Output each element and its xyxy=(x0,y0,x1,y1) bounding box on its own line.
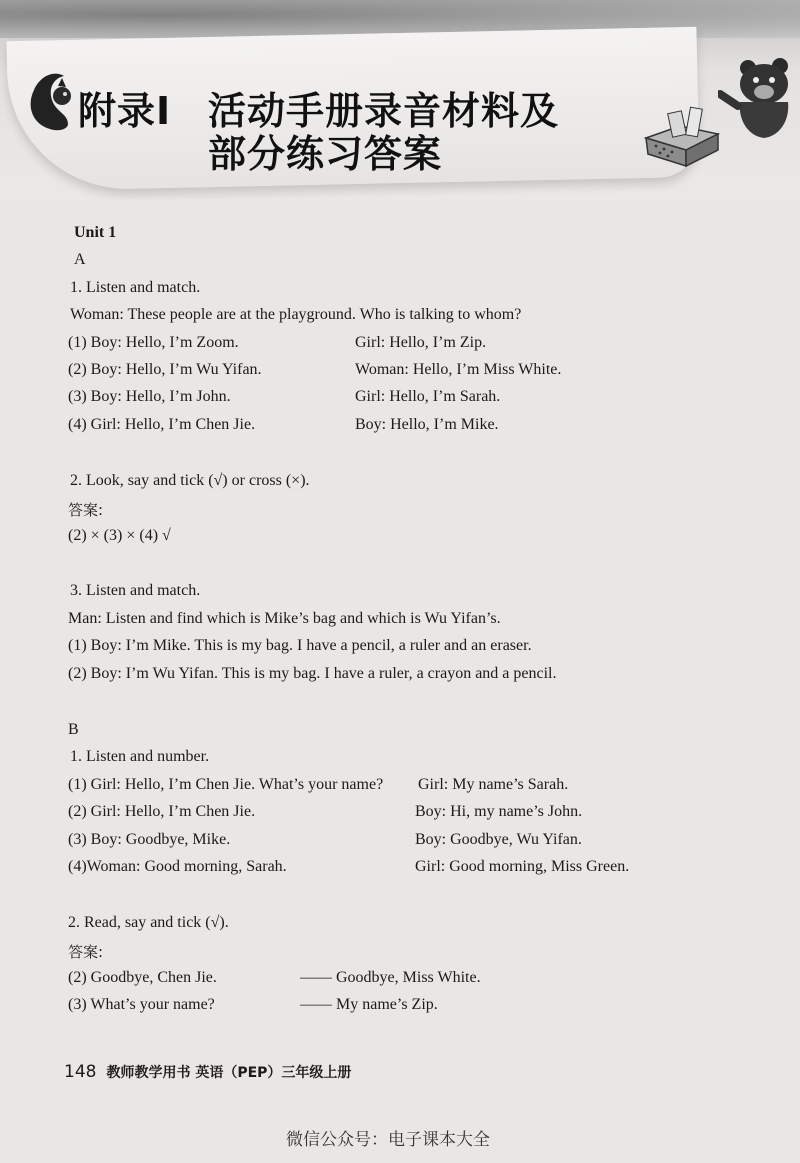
a-ex1-heading: 1. Listen and match. xyxy=(70,279,201,296)
a-ex2-heading: 2. Look, say and tick (√) or cross (×). xyxy=(70,472,310,489)
a-ex2-answer-label: 答案: xyxy=(68,501,104,519)
stationery-box-icon xyxy=(640,100,730,170)
a-ex1-row-left: (2) Boy: Hello, I’m Wu Yifan. xyxy=(68,361,262,378)
b-ex1-row-left: (4)Woman: Good morning, Sarah. xyxy=(68,858,287,875)
b-ex1-row-right: Girl: Good morning, Miss Green. xyxy=(415,858,630,875)
a-ex2-answer: (2) × (3) × (4) √ xyxy=(68,527,171,544)
a-ex1-row-right: Woman: Hello, I’m Miss White. xyxy=(355,361,562,378)
b-ex2-heading: 2. Read, say and tick (√). xyxy=(68,914,229,931)
unit-heading: Unit 1 xyxy=(74,224,117,241)
title-line-2: 部分练习答案 xyxy=(208,132,443,176)
bear-mascot-icon xyxy=(718,50,798,140)
b-ex1-heading: 1. Listen and number. xyxy=(70,748,210,765)
a-ex3-line: (1) Boy: I’m Mike. This is my bag. I have a pencil, a ruler and an eraser. xyxy=(68,637,532,654)
appendix-label: 附录Ⅰ xyxy=(78,89,172,133)
b-ex2-row-right: —— My name’s Zip. xyxy=(300,996,438,1013)
squirrel-icon xyxy=(24,62,76,132)
a-ex3-heading: 3. Listen and match. xyxy=(70,582,201,599)
b-ex2-row-left: (2) Goodbye, Chen Jie. xyxy=(68,969,217,986)
a-ex3-intro: Man: Listen and find which is Mike’s bag and which is Wu Yifan’s. xyxy=(68,610,501,627)
a-ex1-row-right: Girl: Hello, I’m Sarah. xyxy=(355,388,501,405)
a-ex3-line: (2) Boy: I’m Wu Yifan. This is my bag. I have a ruler, a crayon and a pencil. xyxy=(68,665,557,682)
a-ex1-row-left: (3) Boy: Hello, I’m John. xyxy=(68,388,231,405)
b-ex1-row-left: (1) Girl: Hello, I’m Chen Jie. What’s your name? xyxy=(68,776,384,793)
b-ex1-row-left: (3) Boy: Goodbye, Mike. xyxy=(68,831,231,848)
b-ex2-row-left: (3) What’s your name? xyxy=(68,996,215,1013)
a-ex1-row-left: (4) Girl: Hello, I’m Chen Jie. xyxy=(68,416,256,433)
b-ex2-row-right: —— Goodbye, Miss White. xyxy=(300,969,481,986)
b-ex1-row-left: (2) Girl: Hello, I’m Chen Jie. xyxy=(68,803,256,820)
b-ex1-row-right: Girl: My name’s Sarah. xyxy=(418,776,569,793)
title-line-1: 活动手册录音材料及 xyxy=(208,89,560,133)
b-ex1-row-right: Boy: Hi, my name’s John. xyxy=(415,803,583,820)
watermark: 微信公众号：电子课本大全 xyxy=(286,1130,490,1150)
a-ex1-row-right: Girl: Hello, I’m Zip. xyxy=(355,334,487,351)
page-number: 148 xyxy=(64,1062,97,1082)
b-ex2-answer-label: 答案: xyxy=(68,943,104,961)
section-a-label: A xyxy=(74,251,86,268)
a-ex1-row-left: (1) Boy: Hello, I’m Zoom. xyxy=(68,334,239,351)
a-ex1-intro: Woman: These people are at the playground. Who is talking to whom? xyxy=(70,306,522,323)
a-ex1-row-right: Boy: Hello, I’m Mike. xyxy=(355,416,499,433)
page-footer xyxy=(64,1062,351,1082)
book-title: 教师教学用书 英语（PEP）三年级上册 xyxy=(106,1065,352,1081)
b-ex1-row-right: Boy: Goodbye, Wu Yifan. xyxy=(415,831,582,848)
section-b-label: B xyxy=(68,721,79,738)
